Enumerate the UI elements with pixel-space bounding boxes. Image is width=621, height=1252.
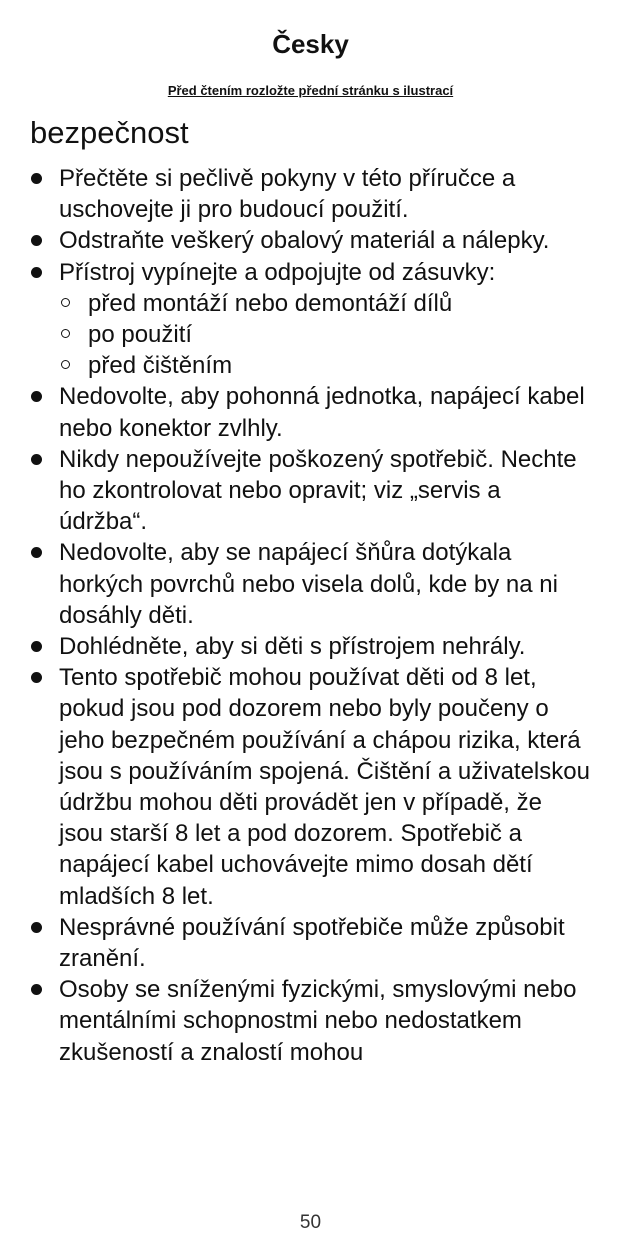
bullet-item [0, 537, 621, 631]
bullet-item [0, 631, 621, 662]
sub-bullet-text: před čištěním [88, 352, 233, 380]
circle-bullet-icon [61, 360, 70, 369]
bullet-icon [31, 454, 42, 465]
bullet-text: Nedovolte, aby pohonná jednotka, napájecí kabel nebo konektor zvlhly. [59, 383, 585, 442]
page-number: 50 [299, 1212, 322, 1233]
bullet-item [0, 912, 621, 974]
circle-bullet-icon [61, 329, 70, 338]
bullet-text: Odstraňte veškerý obalový materiál a nálepky. [59, 227, 550, 255]
sub-bullet-text: po použití [88, 321, 193, 349]
unfold-instruction: Před čtením rozložte přední stránku s ilustrací [167, 83, 454, 98]
bullet-item [0, 662, 621, 912]
bullet-text: Tento spotřebič mohou používat děti od 8 let, pokud jsou pod dozorem nebo byly poučeny o jeho bezpečném používání a chápou rizika, která jsou s používáním spojená. Čištění a uživatelskou údržbu mohou děti provádět jen v případě, že jsou starší 8 let a pod dozorem. Spotřebič a napájecí kabel uchovávejte mimo dosah dětí mladších 8 let. [59, 664, 590, 910]
bullet-item [0, 163, 621, 225]
bullet-icon [31, 235, 42, 246]
circle-bullet-icon [61, 298, 70, 307]
bullet-icon [31, 672, 42, 683]
sub-bullet-item [59, 319, 591, 350]
bullet-text: Nikdy nepoužívejte poškozený spotřebič. Nechte ho zkontrolovat nebo opravit; viz „servis a údržba“. [59, 445, 577, 536]
bullet-item [0, 444, 621, 538]
bullet-text: Osoby se sníženými fyzickými, smyslovými nebo mentálními schopnostmi nebo nedostatkem zkušeností a znalostí mohou [59, 976, 577, 1066]
safety-bullet-list [0, 163, 621, 1068]
bullet-item [0, 974, 621, 1068]
sub-bullet-item [59, 350, 591, 381]
unplug-sublist [59, 288, 591, 382]
language-title: Česky [272, 29, 349, 59]
bullet-icon [31, 641, 42, 652]
bullet-text: Přečtěte si pečlivě pokyny v této příručce a uschovejte ji pro budoucí použití. [59, 165, 516, 224]
bullet-text: Dohlédněte, aby si děti s přístrojem nehrály. [59, 633, 526, 661]
bullet-icon [31, 173, 42, 184]
bullet-icon [31, 922, 42, 933]
bullet-icon [31, 267, 42, 278]
bullet-icon [31, 391, 42, 402]
section-heading: bezpečnost [30, 115, 189, 150]
sub-bullet-text: před montáží nebo demontáží dílů [88, 289, 453, 317]
bullet-text: Nesprávné používání spotřebiče může způsobit zranění. [59, 913, 565, 973]
bullet-item [0, 225, 621, 256]
bullet-icon [31, 984, 42, 995]
bullet-text: Nedovolte, aby se napájecí šňůra dotýkala horkých povrchů nebo visela dolů, kde by na ni dosáhly děti. [59, 539, 558, 629]
bullet-item [0, 257, 621, 382]
bullet-item [0, 381, 621, 443]
bullet-icon [31, 547, 42, 558]
bullet-text: Přístroj vypínejte a odpojujte od zásuvky: [59, 258, 496, 286]
sub-bullet-item [59, 288, 591, 319]
